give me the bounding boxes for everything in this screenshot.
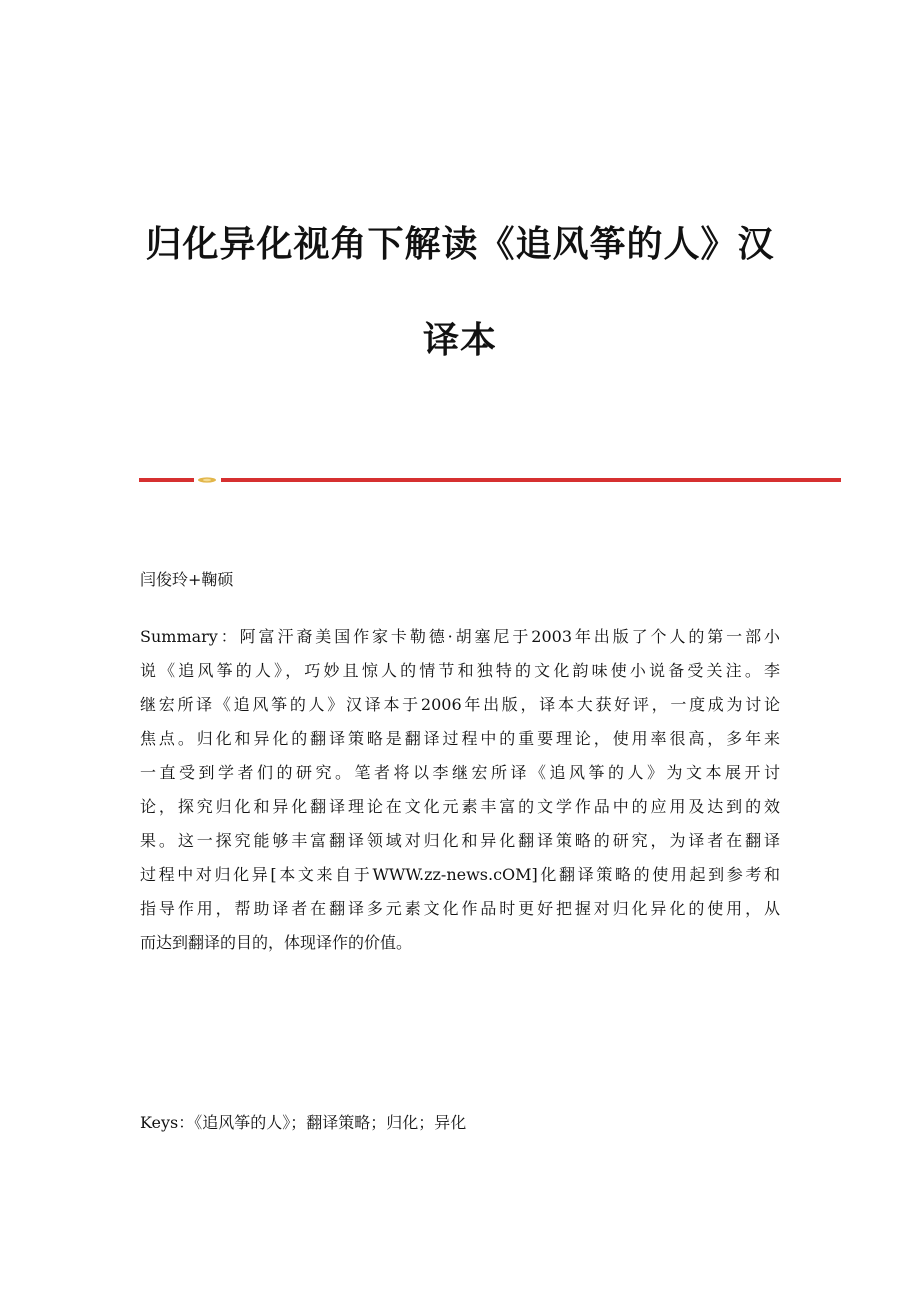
summary-line: 一直受到学者们的研究。笔者将以李继宏所译《追风筝的人》为文本展开讨 [140, 763, 780, 782]
divider-ornament-icon [197, 476, 217, 484]
divider-bar-right [221, 478, 841, 482]
summary-line: 而达到翻译的目的，体现译作的价值。 [140, 933, 413, 952]
summary-paragraph [140, 620, 780, 960]
summary-line: 焦点。归化和异化的翻译策略是翻译过程中的重要理论，使用率很高，多年来 [140, 729, 780, 748]
document-title-line-1: 归化异化视角下解读《追风筝的人》汉 [145, 224, 775, 265]
summary-line: 继宏所译《追风筝的人》汉译本于2006年出版，译本大获好评，一度成为讨论 [140, 695, 780, 714]
keywords: Keys：《追风筝的人》；翻译策略；归化；异化 [140, 1113, 467, 1132]
summary-line: 说《追风筝的人》，巧妙且惊人的情节和独特的文化韵味使小说备受关注。李 [140, 661, 780, 680]
authors: 闫俊玲+鞠硕 [140, 570, 234, 589]
summary-line: 指导作用，帮助译者在翻译多元素文化作品时更好把握对归化异化的使用，从 [140, 899, 780, 918]
summary-line: Summary：阿富汗裔美国作家卡勒德·胡塞尼于2003年出版了个人的第一部小 [140, 627, 780, 646]
summary-line: 过程中对归化异[本文来自于WWW.zz-news.cOM]化翻译策略的使用起到参考和 [140, 865, 780, 884]
title-divider [139, 476, 841, 484]
summary-line: 论，探究归化和异化翻译理论在文化元素丰富的文学作品中的应用及达到的效 [140, 797, 780, 816]
divider-bar-left [139, 478, 194, 482]
document-title-line-2: 译本 [422, 320, 497, 361]
summary-line: 果。这一探究能够丰富翻译领域对归化和异化翻译策略的研究，为译者在翻译 [140, 831, 780, 850]
